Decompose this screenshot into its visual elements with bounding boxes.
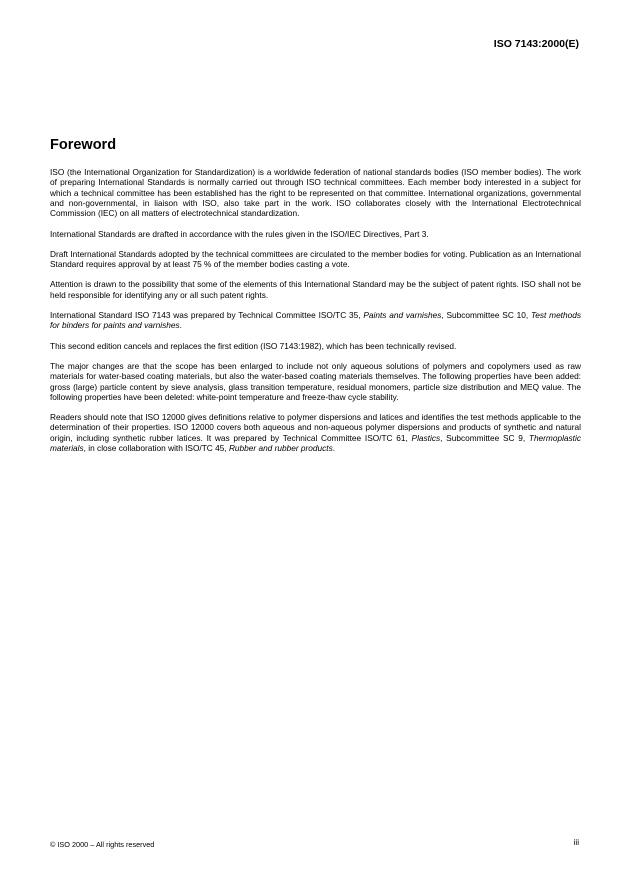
subcommittee-title: Test methods for binders for paints and varnishes [50, 310, 581, 331]
thermoplastic-title: Thermoplastic materials [50, 432, 581, 454]
page-number: iii [573, 838, 579, 847]
plastics-title: Plastics [411, 432, 441, 443]
paragraph-iso-intro: ISO (the International Organization for Standardization) is a worldwide federation of national standards bodies (ISO member bodies). The work of preparing International Standards is normally carried out through ISO technical committees. Each member body interested in a subject for which a technical committee has been established has the right to be represented on that committee. International organizations, governmental and non-governmental, in liaison with ISO, also take part in the work. ISO collaborates closely with the International Electrotechnical Commission (IEC) on all matters of electrotechnical standardization. [50, 167, 581, 219]
page-title: Foreword [50, 137, 117, 153]
paragraph-readers-note: Readers should note that ISO 12000 gives definitions relative to polymer dispersions and latices and identifies the test methods applicable to the determination of their properties. ISO 12000 covers both aqueous and non-aqueous polymer dispersions and products of synthetic and natural origin, including synthetic rubber latices. It was prepared by Technical Committee ISO/TC 61, Plastics, Subcommittee SC 9, Thermoplastic materials, in close collaboration with ISO/TC 45, Rubber and rubber products. [50, 412, 581, 454]
paragraph-second-edition: This second edition cancels and replaces the first edition (ISO 7143:1982), which has been technically revised. [50, 340, 457, 351]
paragraph-patent-rights: Attention is drawn to the possibility that some of the elements of this International Standard may be the subject of patent rights. ISO shall not be held responsible for identifying any or all such patent rights. [50, 279, 581, 300]
paragraph-prepared-by: International Standard ISO 7143 was prepared by Technical Committee ISO/TC 35, Paints and varnishes, Subcommittee SC 10, Test methods for binders for paints and varnishes. [50, 310, 581, 331]
committee-title: Paints and varnishes [363, 310, 442, 320]
paragraph-drafting-rules: International Standards are drafted in accordance with the rules given in the ISO/IEC Directives, Part 3. [50, 228, 429, 239]
rubber-title: Rubber and rubber products [228, 443, 333, 454]
document-id: ISO 7143:2000(E) [493, 38, 579, 50]
foreword-body [50, 167, 581, 463]
copyright-notice: © ISO 2000 – All rights reserved [50, 840, 155, 849]
paragraph-major-changes: The major changes are that the scope has been enlarged to include not only aqueous solutions of polymers and copolymers used as raw materials for water-based coating materials, but also the water-based coating materials themselves. The following properties have been added: gross (large) particle content by sieve analysis, glass transition temperature, residual monomers, particle size distribution and MEQ value. The following properties have been deleted: white-point temperature and freeze-thaw cycle stability. [50, 360, 581, 402]
paragraph-voting: Draft International Standards adopted by the technical committees are circulated to the member bodies for voting. Publication as an International Standard requires approval by at least 75 % of the member bodies casting a vote. [50, 248, 581, 270]
